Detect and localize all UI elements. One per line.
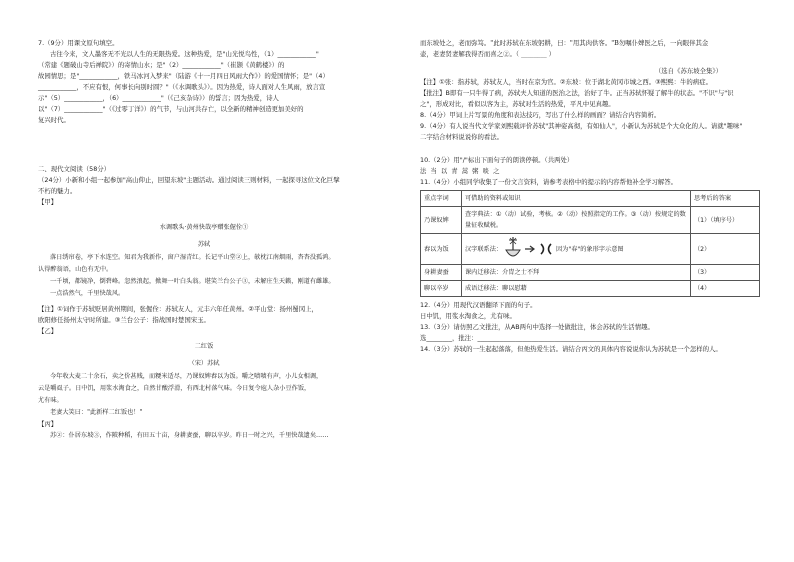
question-12: 12.（4分）用现代汉语翻译下面的句子。 — [420, 301, 537, 309]
arrow-right-icon — [524, 244, 536, 254]
table-cell-keyword: 身耕妻蚕 — [421, 265, 462, 281]
source-citation: （选自《苏东坡全集》） — [654, 67, 722, 75]
poem-2-title: 二红饭 — [194, 343, 214, 351]
poem-1-author: 苏轼 — [197, 241, 211, 249]
table-row — [421, 281, 760, 297]
table-header-cell: 思考后的答案 — [691, 191, 760, 207]
bing-line: 苏②：仆居东坡③，作陂种稻，有田五十亩，身耕妻蚕，聊以卒岁。昨日一时之兴，千里快哉遗矣…… — [50, 432, 329, 440]
mortar-pestle-pictograph-icon — [504, 236, 522, 262]
question-9: 9.（4分）有人说当代文学家刘熙载评价苏轼"其神姿高彻，有如仙人"，小新认为苏轼是个大众化的人。请就"趣味" — [420, 122, 743, 130]
table-header-cell: 可借助的资料或知识 — [462, 191, 691, 207]
table-cell-method: 查字典法：①（动）试验，考核。②（动）按照指定的工作。③（动）按规定的数量征收赋税。 — [462, 207, 691, 234]
jia-note: 【注】①词作于苏轼贬居黄州期间，张偓佺：苏轼友人，元丰六年任黄州。②平山堂：扬州蜀冈上， — [38, 305, 318, 314]
material-bing-label: 【丙】 — [38, 420, 58, 429]
q7-line: （常建《题破山寺后禅院》）的寄情山水；是"（2）____________"（崔颢《黄鹤楼》）的 — [38, 61, 285, 69]
poem-2-author: （宋）苏轼 — [188, 360, 220, 368]
table-row — [421, 207, 760, 234]
question-13-fill[interactable]: 选________，批注：________________________________________________ — [420, 334, 631, 342]
table-row — [421, 234, 760, 265]
poem-1-line: 一千顷，都镜净，倒碧峰。忽然浪起，掀舞一叶白头翁。堪笑兰台公子③，未解庄生天籁，刚道有雌雄。 — [50, 278, 335, 286]
q7-line: 故园情思；是"____________，铁马冰河入梦来"（陆游《十一月四日风雨大作》）的爱国情怀；是"（4） — [38, 72, 329, 80]
poem-2-line: 老妻大笑曰："此新样二红饭也！" — [50, 409, 143, 417]
table-header-cell: 重点字词 — [421, 191, 462, 207]
table-cell-keyword: 乃课奴婢 — [421, 207, 462, 234]
poem-1-line: 一点浩然气，千里快哉风。 — [50, 290, 125, 298]
poem-1-line: 落日绣帘卷，亭下水连空。知君为我新作，窗户湿青红。长记平山堂②上，欹枕江南烟雨，杳杳没孤鸿。 — [50, 254, 335, 262]
table-header-row — [421, 191, 760, 207]
left-column — [38, 38, 370, 442]
jia-note: 欧阳修任扬州太守时所建。③兰台公子：指战国时楚国宋玉。 — [38, 316, 210, 325]
table-cell-answer[interactable]: （1）（填序号） — [691, 207, 760, 234]
method-label: 汉字联系法： — [465, 246, 503, 253]
table-cell-keyword: 聊以卒岁 — [421, 281, 462, 297]
question-12-sentence: 日中饥，用浆水淘食之，尤有味。 — [420, 312, 516, 320]
question-7-header: 7.（9分）用课文原句填空。 — [38, 39, 119, 47]
material-yi-label: 【乙】 — [38, 327, 58, 336]
method-caption: 因为"春"的象形字示意图 — [556, 246, 624, 253]
note-line: 之"，形成对比，看似以客为主，苏轼对生活的热爱，平凡中见真趣。 — [420, 100, 615, 108]
question-10-sentence: 法 当 以 青 蒿 粥 啖 之 — [420, 167, 501, 175]
poem-1-line: 认得醉翁语，山色有无中。 — [38, 266, 113, 274]
pestle-pictograph-icon — [538, 242, 554, 256]
poem-2-line: 今年收大麦二十余石，卖之价甚贱，而粳米适尽，乃课奴婢舂以为饭。嚼之啧啧有声，小儿女相调， — [50, 373, 323, 381]
question-11: 11.（4分）小组同学收集了一份文言资料，请参考表格中的提示的内容帮他补全学习解答。 — [420, 178, 678, 186]
question-10: 10.（2分）用"/"标出下面句子的朗读停顿。（共两处） — [420, 156, 574, 164]
intro-line: （24分）小新和小组一起参加"高山仰止，回望东坡"主题活动。通过阅读三则材料，一起探寻这位文化巨擘 — [38, 176, 340, 184]
table-cell-method: 成语迁移法：聊以慰藉 — [462, 281, 691, 297]
table-cell-answer[interactable]: （4） — [691, 281, 760, 297]
table-cell-method: 课内迁移法：介胄之士不拜 — [462, 265, 691, 281]
bing-continued-line: 而东坡处之，老而弥笃。"此时苏轼在东坡躬耕，曰："用其肉供客。"B勿嘱仆婢医之后，一向眼伴其金 — [420, 39, 709, 47]
q7-line: 以"（7）____________"（《过零丁洋》）的气节，与山河共存亡，以全新的精神创造更加美好的 — [38, 105, 304, 113]
intro-line: 不朽的魅力。 — [38, 187, 77, 195]
question-9-cont: 二字结合材料说说你的看法。 — [420, 133, 504, 141]
q7-line: ____________，不应有恨，何事长向别时圆？"（《水调歌头》）。因为热爱，诗人面对人生风雨，放言宣 — [38, 83, 326, 91]
right-column — [420, 38, 760, 355]
question-8: 8.（4分）甲词上片写景的角度和表达技巧，写出了什么样的画面？请结合内容简析。 — [420, 111, 661, 119]
q7-line: 示"（5）____________，（6）____________"（《己亥杂诗》）的誓言；因为热爱，诗人 — [38, 94, 279, 102]
q7-line: 古往今来，文人墨客无不光以人生的无限热爱。这种热爱，是"山光悦鸟性，（1）____________" — [50, 50, 319, 58]
material-jia-label: 【甲】 — [38, 198, 58, 206]
note-line: 【注】①张：指苏轼，苏轼友人，当时在京为官。②东坡：位于湖北黄冈市城之西。③熙熙：牛的病症。 — [420, 78, 712, 86]
bing-continued-line: 壶，老妻贤妻解我得否而喜之②。（ ________ ） — [420, 50, 556, 58]
poem-1-title: 水调歌头·黄州快哉亭赠张偓佺① — [159, 224, 249, 231]
table-row — [421, 265, 760, 281]
table-cell-answer[interactable]: （3） — [691, 265, 760, 281]
poem-2-line: 尤有味。 — [38, 397, 63, 405]
table-cell-answer[interactable]: （2） — [691, 234, 760, 265]
note-line: 【批注】B即有一只牛得了病，苏轼夫人知道的医治之法，治好了牛。正当苏轼怀疑了解牛的状态。"不识"与"识 — [420, 89, 734, 97]
vocab-table — [420, 190, 760, 297]
question-13: 13.（3分）请仿照乙文批注，从AB两句中选择一处做批注，体会苏轼的生活情趣。 — [420, 323, 654, 331]
table-cell-method — [462, 234, 691, 265]
question-14: 14.（3分）苏轼的一生起起落落，但他热爱生活。请结合丙文的具体内容说说你认为苏轼是一个怎样的人。 — [420, 345, 722, 353]
q7-line: 复兴时代。 — [38, 116, 70, 124]
section-2-title: 二、现代文阅读（58分） — [38, 165, 111, 173]
table-cell-keyword: 舂以为饭 — [421, 234, 462, 265]
poem-2-line: 云是嚼虱子。日中饥，用浆水淘食之，自然甘酸浮滑，有西北村落气味。今日复令庖人杂小豆作饭， — [38, 385, 311, 393]
